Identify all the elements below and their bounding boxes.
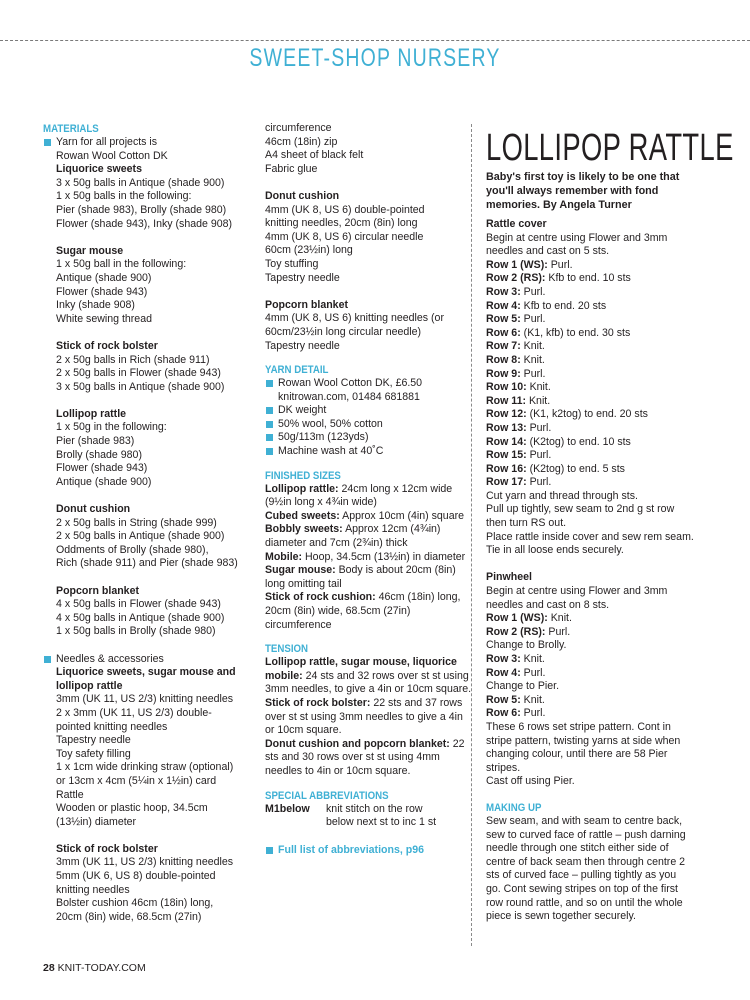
group-spacer — [56, 231, 265, 245]
needles-line: Tapestry needle — [56, 734, 131, 747]
materials-group-line: 1 x 50g balls in the following: — [56, 190, 192, 203]
pinwheel-row — [486, 680, 714, 694]
finished-size-text: Approx 10cm (4in) square — [339, 509, 465, 522]
materials-group-title: Liquorice sweets — [56, 163, 142, 176]
donut-needles-line: 4mm (UK 8, US 6) circular needle — [265, 230, 424, 243]
rattle-row-text: Knit. — [526, 381, 551, 394]
making-up-line: needle through one stitch either side of — [486, 842, 669, 855]
rattle-end-line: Tie in all loose ends securely. — [486, 544, 624, 557]
bolster-continued-lines — [265, 122, 475, 176]
pinwheel-row — [486, 694, 714, 708]
materials-group — [43, 231, 265, 326]
yarn-brand: Rowan Wool Cotton DK — [56, 149, 168, 162]
making-up-lines — [486, 815, 714, 924]
rattle-row-text: (K1, k2tog) to end. 20 sts — [526, 408, 648, 421]
rock-needles-line: Bolster cushion 46cm (18in) long, — [56, 897, 214, 910]
yarn-detail-line: 50g/113m (123yds) — [278, 431, 369, 444]
rock-needles-title: Stick of rock bolster — [56, 842, 158, 855]
needles-line: or 13cm x 4cm (5¼in x 1½in) card — [56, 774, 217, 787]
materials-group — [43, 163, 265, 231]
yarn-detail-item — [265, 431, 475, 445]
section-header-title: SWEET-SHOP NURSERY — [249, 44, 501, 72]
pattern-column — [486, 122, 734, 924]
rattle-row — [486, 422, 714, 436]
rattle-row-label: Row 4: — [486, 299, 521, 312]
needles-line: Wooden or plastic hoop, 34.5cm — [56, 802, 208, 815]
pinwheel-row — [486, 653, 714, 667]
finished-size — [265, 523, 475, 550]
bolster-continued-line: 46cm (18in) zip — [265, 135, 338, 148]
needles-title-line-1: Liquorice sweets, sugar mouse and — [56, 666, 236, 679]
finished-size-label: Bobbly sweets: — [265, 523, 343, 536]
materials-column — [43, 122, 265, 924]
column-divider — [471, 124, 472, 946]
donut-needles-line: 60cm (23½in) long — [265, 244, 353, 257]
needles-line: 2 x 3mm (UK 11, US 2/3) double- — [56, 706, 212, 719]
making-up-line: sew to curved face of rattle – push darning — [486, 828, 686, 841]
materials-group-line: Antique (shade 900) — [56, 475, 152, 488]
rattle-row-text: Kfb to end. 20 sts — [520, 299, 607, 312]
needles-line: Toy safety filling — [56, 747, 131, 760]
materials-group-title: Popcorn blanket — [56, 584, 139, 597]
making-up-line: piece is sewn together securely. — [486, 910, 636, 923]
tension-heading: TENSION — [265, 643, 309, 656]
needles-lines — [56, 693, 265, 829]
rattle-row-text: Knit. — [520, 353, 545, 366]
pinwheel-row — [486, 626, 714, 640]
rattle-row-label: Row 14: — [486, 435, 527, 448]
finished-size — [265, 551, 475, 565]
materials-group-title: Lollipop rattle — [56, 407, 127, 420]
pinwheel-row — [486, 639, 714, 653]
rattle-row-label: Row 1 (WS): — [486, 258, 548, 271]
abbreviation-def-line-2: below next st to inc 1 st — [326, 816, 437, 829]
tension-entry-text: 24 sts and 32 rows over st st using 3mm needles, to give a 4in or 10cm square. — [265, 669, 472, 696]
rattle-row — [486, 476, 714, 490]
bolster-continued-line: A4 sheet of black felt — [265, 149, 364, 162]
pattern-intro — [486, 170, 714, 212]
rattle-row-text: Purl. — [520, 285, 546, 298]
pinwheel-row-text: Knit. — [547, 612, 572, 625]
pinwheel-row-label: Row 2 (RS): — [486, 625, 546, 638]
rattle-row-text: Purl. — [520, 367, 546, 380]
yarn-detail-list — [265, 377, 475, 459]
materials-group-line: 1 x 50g ball in the following: — [56, 258, 187, 271]
pinwheel-row-text: Knit. — [520, 693, 545, 706]
yarn-detail-line: Rowan Wool Cotton DK, £6.50 — [278, 377, 423, 390]
rattle-row — [486, 436, 714, 450]
finished-size-label: Stick of rock cushion: — [265, 591, 376, 604]
pinwheel-row-label: Row 6: — [486, 707, 521, 720]
rattle-cover-heading: Rattle cover — [486, 218, 547, 230]
rattle-row — [486, 408, 714, 422]
rattle-end-line: then turn RS out. — [486, 517, 567, 530]
group-spacer — [56, 489, 265, 503]
needles-line: (13½in) diameter — [56, 815, 137, 828]
pinwheel-end-line: Cast off using Pier. — [486, 775, 575, 788]
abbreviation-key: M1below — [265, 802, 310, 815]
tension-entry — [265, 738, 475, 779]
tension-entry-label: Donut cushion and popcorn blanket: — [265, 737, 450, 750]
group-spacer — [56, 394, 265, 408]
tension-entry-label: Lollipop rattle, sugar mouse, liquorice mobile: — [265, 656, 457, 682]
rattle-row-label: Row 15: — [486, 449, 527, 462]
tension-entry — [265, 697, 475, 738]
rattle-row-label: Row 11: — [486, 394, 527, 407]
pinwheel-row-text: Change to Pier. — [486, 680, 560, 693]
group-spacer — [56, 571, 265, 585]
materials-group-line: Flower (shade 943) — [56, 462, 148, 475]
pinwheel-row — [486, 612, 714, 626]
rattle-row-text: (K1, kfb) to end. 30 sts — [520, 326, 631, 339]
popcorn-needles-line: 60cm/23½in long circular needle) — [265, 325, 422, 338]
materials-group-line: Pier (shade 983), Brolly (shade 980) — [56, 203, 227, 216]
tension-list — [265, 656, 475, 778]
pinwheel-end-line: stripe pattern, twisting yarns at side when — [486, 734, 681, 747]
materials-group — [43, 571, 265, 639]
rattle-row — [486, 449, 714, 463]
rattle-row-text: Purl. — [526, 449, 552, 462]
materials-group-line: Oddments of Brolly (shade 980), — [56, 543, 209, 556]
intro-line-2: you'll always remember with fond — [486, 185, 659, 197]
pinwheel-row-text: Purl. — [520, 707, 546, 720]
finished-size-text: Hoop, 34.5cm (13½in) in diameter — [302, 550, 466, 563]
rattle-row-text: (K2tog) to end. 10 sts — [526, 435, 631, 448]
rattle-row-label: Row 9: — [486, 367, 521, 380]
tension-entry — [265, 656, 475, 697]
donut-needles-line: knitting needles, 20cm (8in) long — [265, 217, 418, 230]
pinwheel-row-text: Change to Brolly. — [486, 639, 567, 652]
rattle-row-label: Row 13: — [486, 421, 527, 434]
rattle-row-label: Row 5: — [486, 313, 521, 326]
rattle-row — [486, 463, 714, 477]
tension-entry-text: 22 sts and 37 rows over st st using 3mm needles to give a 4in or 10cm square. — [265, 696, 463, 737]
rattle-end-lines — [486, 490, 714, 558]
rattle-row — [486, 259, 714, 273]
pinwheel-row — [486, 667, 714, 681]
materials-group — [43, 326, 265, 394]
rattle-row-label: Row 2 (RS): — [486, 272, 546, 285]
pinwheel-row-label: Row 1 (WS): — [486, 612, 548, 625]
finished-size-text: Approx 12cm (4¾in) diameter and 7cm (2¾in) thick — [265, 523, 441, 550]
tension-entry-label: Stick of rock bolster: — [265, 696, 371, 709]
finished-size — [265, 483, 475, 510]
materials-group-line: Rich (shade 911) and Pier (shade 983) — [56, 557, 238, 570]
pinwheel-end-line: stripes. — [486, 761, 521, 774]
making-up-line: go. Cont sewing stripes on top of the first — [486, 882, 678, 895]
rattle-row-label: Row 17: — [486, 476, 527, 489]
donut-needles-line: 4mm (UK 8, US 6) double-pointed — [265, 203, 425, 216]
finished-sizes-heading: FINISHED SIZES — [265, 469, 341, 482]
needles-line: 1 x 1cm wide drinking straw (optional) — [56, 761, 234, 774]
finished-size-label: Mobile: — [265, 550, 303, 563]
rattle-row-text: Purl. — [526, 421, 552, 434]
making-up-line: sts of curved face – pulling tightly as you — [486, 869, 677, 882]
materials-group-line: 4 x 50g balls in Flower (shade 943) — [56, 598, 221, 611]
popcorn-needles-title: Popcorn blanket — [265, 298, 348, 311]
rock-needles-line: 20cm (8in) wide, 68.5cm (27in) — [56, 910, 202, 923]
rattle-row — [486, 327, 714, 341]
rattle-row-text: (K2tog) to end. 5 sts — [526, 462, 625, 475]
rattle-row-text: Knit. — [526, 394, 551, 407]
special-abbreviations-heading: SPECIAL ABBREVIATIONS — [265, 789, 389, 802]
rattle-end-line: Pull up tightly, sew seam to 2nd g st row — [486, 503, 675, 516]
rattle-row — [486, 340, 714, 354]
rattle-rows — [486, 259, 714, 490]
pattern-title: LOLLIPOP RATTLE — [486, 127, 734, 169]
rattle-row — [486, 272, 714, 286]
pinwheel-heading: Pinwheel — [486, 571, 532, 584]
rock-needles-line: 3mm (UK 11, US 2/3) knitting needles — [56, 856, 234, 869]
rattle-row-text: Knit. — [520, 340, 545, 353]
yarn-detail-item — [265, 418, 475, 432]
finished-sizes-list — [265, 483, 475, 633]
pinwheel-start-lines — [486, 585, 714, 612]
info-column — [265, 122, 475, 857]
materials-group-line: 4 x 50g balls in Antique (shade 900) — [56, 611, 225, 624]
needles-line: Rattle — [56, 788, 84, 801]
bolster-continued-line: circumference — [265, 122, 332, 134]
finished-size — [265, 564, 475, 591]
abbreviation-def-line-1: knit stitch on the row — [326, 802, 423, 815]
materials-group-line: White sewing thread — [56, 312, 152, 325]
intro-line-3: memories. By Angela Turner — [486, 199, 632, 211]
top-dashed-rule — [0, 40, 750, 41]
materials-group-line: 1 x 50g balls in Brolly (shade 980) — [56, 625, 216, 638]
yarn-detail-line: 50% wool, 50% cotton — [278, 417, 383, 430]
rock-needles-line: knitting needles — [56, 883, 130, 896]
yarn-detail-item — [265, 404, 475, 418]
pinwheel-end-line: changing colour, until there are 58 Pier — [486, 748, 668, 761]
rock-needles-line: 5mm (UK 6, US 8) double-pointed — [56, 870, 216, 883]
finished-size-label: Sugar mouse: — [265, 564, 336, 577]
donut-needles-line: Tapestry needle — [265, 271, 340, 284]
rattle-start-line: Begin at centre using Flower and 3mm — [486, 231, 668, 244]
rattle-end-line: Cut yarn and thread through sts. — [486, 489, 638, 502]
popcorn-needles-line: 4mm (UK 8, US 6) knitting needles (or — [265, 312, 444, 325]
pinwheel-start-line: Begin at centre using Flower and 3mm — [486, 585, 668, 598]
rock-needles-lines — [56, 856, 265, 924]
materials-group — [43, 394, 265, 489]
finished-size-text: 24cm long x 12cm wide (9½in long x 4¾in wide) — [265, 482, 453, 509]
materials-group-line: 3 x 50g balls in Antique (shade 900) — [56, 176, 225, 189]
materials-group-line: 3 x 50g balls in Antique (shade 900) — [56, 380, 225, 393]
materials-group — [43, 489, 265, 571]
group-spacer — [56, 326, 265, 340]
materials-group-line: Flower (shade 943), Inky (shade 908) — [56, 217, 233, 230]
pinwheel-row-label: Row 3: — [486, 653, 521, 665]
rattle-row — [486, 381, 714, 395]
making-up-heading: MAKING UP — [486, 801, 542, 814]
materials-group-line: Flower (shade 943) — [56, 285, 148, 298]
making-up-line: centre of back seam then through centre 2 — [486, 855, 686, 868]
tension-entry-text: 22 sts and 30 rows over st st using 4mm needles to 4in or 10cm square. — [265, 737, 465, 777]
materials-group-title: Donut cushion — [56, 503, 131, 516]
rattle-start-line: needles and cast on 5 sts. — [486, 245, 610, 258]
yarn-detail-heading: YARN DETAIL — [265, 364, 329, 377]
finished-size-label: Cubed sweets: — [265, 509, 340, 522]
materials-group-line: Brolly (shade 980) — [56, 448, 142, 461]
rattle-start-lines — [486, 232, 714, 259]
pinwheel-start-line: needles and cast on 8 sts. — [486, 598, 610, 611]
finished-size — [265, 591, 475, 632]
materials-group-line: 2 x 50g balls in Rich (shade 911) — [56, 353, 210, 366]
materials-group-line: Inky (shade 908) — [56, 299, 135, 312]
footer-site: KNIT-TODAY.COM — [57, 962, 146, 974]
materials-group-line: Pier (shade 983) — [56, 435, 135, 448]
materials-group-title: Stick of rock bolster — [56, 339, 158, 352]
finished-size-text: Body is about 20cm (8in) long omitting tail — [265, 564, 456, 590]
rattle-row-label: Row 6: — [486, 326, 521, 339]
finished-size-label: Lollipop rattle: — [265, 482, 339, 495]
yarn-bullet-text: Yarn for all projects is — [56, 136, 158, 148]
yarn-bullet — [43, 136, 265, 163]
yarn-detail-line: knitrowan.com, 01484 681881 — [278, 390, 420, 403]
pinwheel-row-text: Purl. — [545, 625, 571, 638]
finished-size-text: 46cm (18in) long, 20cm (8in) wide, 68.5cm (27in) circumference — [265, 591, 461, 631]
rattle-row-text: Purl. — [526, 476, 552, 489]
materials-group-line: 2 x 50g balls in Flower (shade 943) — [56, 367, 221, 380]
rattle-row — [486, 286, 714, 300]
making-up-line: Sew seam, and with seam to centre back, — [486, 814, 683, 827]
donut-needles-lines — [265, 204, 475, 286]
rattle-row-label: Row 10: — [486, 381, 527, 394]
rattle-row — [486, 395, 714, 409]
donut-needles-title: Donut cushion — [265, 189, 340, 202]
yarn-detail-line: Machine wash at 40˚C — [278, 445, 384, 458]
rattle-row — [486, 368, 714, 382]
intro-line-1: Baby's first toy is likely to be one that — [486, 171, 680, 183]
rattle-row-label: Row 3: — [486, 285, 521, 298]
needles-line: 3mm (UK 11, US 2/3) knitting needles — [56, 693, 234, 706]
rattle-row — [486, 300, 714, 314]
rattle-row-label: Row 12: — [486, 408, 527, 421]
materials-group-title: Sugar mouse — [56, 244, 124, 257]
abbreviations-link[interactable]: Full list of abbreviations, p96 — [265, 844, 475, 858]
rattle-row-label: Row 16: — [486, 462, 527, 475]
bolster-continued-line: Fabric glue — [265, 162, 318, 175]
rattle-row-label: Row 7: — [486, 340, 521, 353]
materials-group-line: 2 x 50g balls in Antique (shade 900) — [56, 530, 225, 543]
abbreviation-row — [265, 803, 475, 830]
rattle-row-text: Purl. — [520, 313, 546, 326]
materials-heading: MATERIALS — [43, 123, 99, 135]
pinwheel-row-label: Row 5: — [486, 693, 521, 706]
rattle-row-text: Kfb to end. 10 sts — [545, 272, 631, 285]
making-up-line: row round rattle, and so on until the whole — [486, 896, 683, 909]
yarn-detail-item — [265, 377, 475, 404]
rattle-row — [486, 313, 714, 327]
rattle-row-label: Row 8: — [486, 353, 521, 366]
rattle-row — [486, 354, 714, 368]
yarn-detail-line: DK weight — [278, 404, 327, 417]
popcorn-needles-lines — [265, 312, 475, 353]
finished-size — [265, 510, 475, 524]
needles-bullet — [43, 653, 265, 925]
pinwheel-end-line: These 6 rows set stripe pattern. Cont in — [486, 720, 671, 733]
popcorn-needles-line: Tapestry needle — [265, 339, 340, 352]
materials-groups — [43, 163, 265, 639]
needles-line: pointed knitting needles — [56, 720, 168, 733]
materials-group-line: 2 x 50g balls in String (shade 999) — [56, 516, 217, 529]
pinwheel-row — [486, 707, 714, 721]
rattle-end-line: Place rattle inside cover and sew rem seam. — [486, 530, 694, 543]
needles-bullet-text: Needles & accessories — [56, 652, 164, 665]
materials-group-line: Antique (shade 900) — [56, 271, 152, 284]
needles-title-line-2: lollipop rattle — [56, 679, 123, 692]
materials-group-line: 1 x 50g in the following: — [56, 421, 167, 434]
page-number: 28 — [43, 962, 55, 974]
pinwheel-row-label: Row 4: — [486, 666, 521, 679]
donut-needles-line: Toy stuffing — [265, 257, 319, 270]
page-footer — [43, 962, 146, 974]
rattle-row-text: Purl. — [547, 258, 573, 271]
pinwheel-row-text: Knit. — [520, 653, 545, 665]
yarn-detail-item — [265, 445, 475, 459]
pinwheel-rows — [486, 612, 714, 721]
pinwheel-end-lines — [486, 721, 714, 789]
pinwheel-row-text: Purl. — [520, 666, 546, 679]
